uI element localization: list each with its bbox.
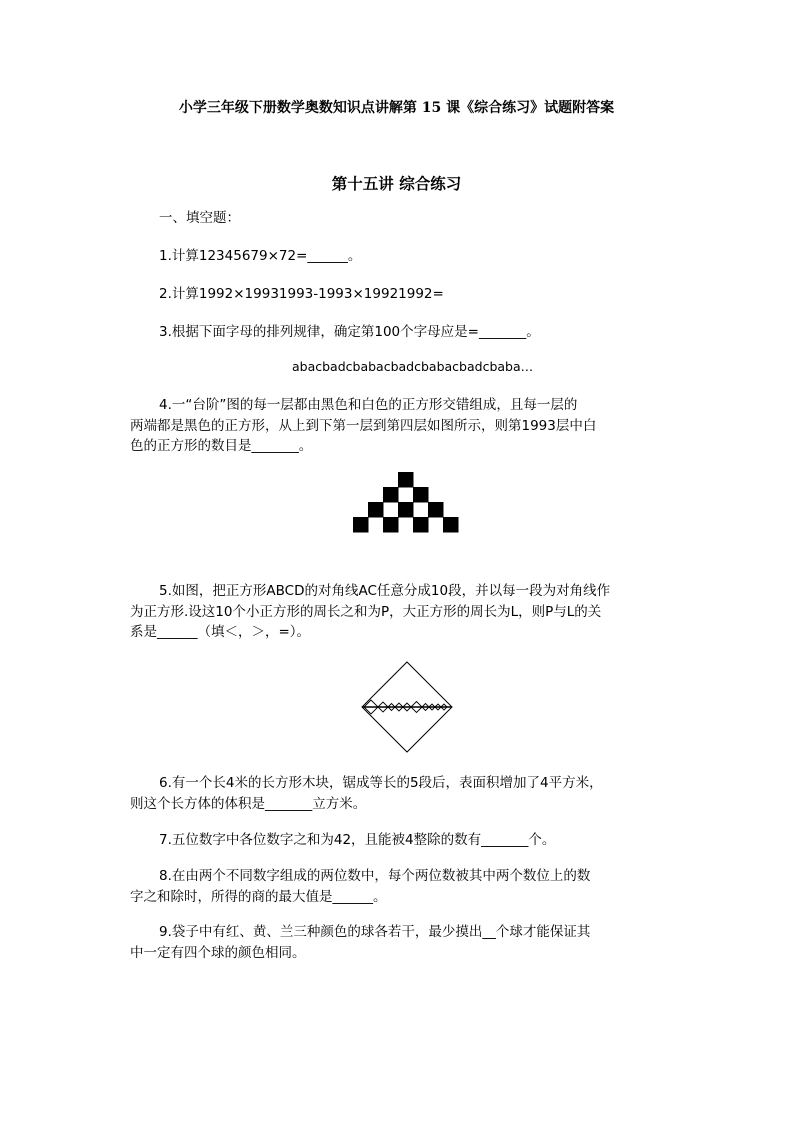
- question-3: 3.根据下面字母的排列规律，确定第100个字母应是=_______。: [159, 324, 540, 340]
- question-8: 8.在由两个不同数字组成的两位数中，每个两位数被其中两个数位上的数 字之和除时，所得的商的最大值是______。: [130, 868, 591, 905]
- black-square: [428, 502, 444, 518]
- document-title: 小学三年级下册数学奥数知识点讲解第 15 课《综合练习》试题附答案: [178, 100, 615, 116]
- black-square: [353, 517, 369, 533]
- black-square: [398, 502, 414, 518]
- question-5: 5.如图，把正方形ABCD的对角线AC任意分成10段，并以每一段为对角线作 为正方形.设这10个小正方形的周长之和为P，大正方形的周长为L，则P与L的关 系是______（填＜，＞，=）。: [130, 583, 611, 640]
- black-square: [398, 472, 414, 488]
- question-2: 2.计算1992×19931993-1993×19921992=: [159, 286, 444, 302]
- black-square: [413, 517, 429, 533]
- question-6: 6.有一个长4米的长方形木块，锯成等长的5段后，表面积增加了4平方米， 则这个长方体的体积是_______立方米。: [130, 775, 603, 812]
- square-diagonal-figure: [360, 660, 454, 754]
- lecture-heading: 第十五讲 综合练习: [331, 174, 462, 193]
- letter-sequence: abacbadcbabacbadcbabacbadcbaba…: [292, 359, 534, 374]
- question-4: 4.一“台阶”图的每一层都由黑色和白色的正方形交错组成，且每一层的 两端都是黑色的正方形，从上到下第一层到第四层如图所示，则第1993层中白 色的正方形的数目是_______。: [130, 397, 597, 454]
- question-9: 9.袋子中有红、黄、兰三种颜色的球各若干，最少摸出__个球才能保证其 中一定有四个球的颜色相同。: [130, 924, 591, 961]
- staircase-figure: [353, 472, 459, 533]
- question-7: 7.五位数字中各位数字之和为42，且能被4整除的数有_______个。: [159, 832, 556, 848]
- black-square: [443, 517, 459, 533]
- question-1: 1.计算12345679×72=______。: [159, 248, 362, 264]
- black-square: [383, 517, 399, 533]
- black-square: [368, 502, 384, 518]
- section-heading: 一、填空题：: [159, 210, 240, 226]
- black-square: [413, 487, 429, 503]
- black-square: [383, 487, 399, 503]
